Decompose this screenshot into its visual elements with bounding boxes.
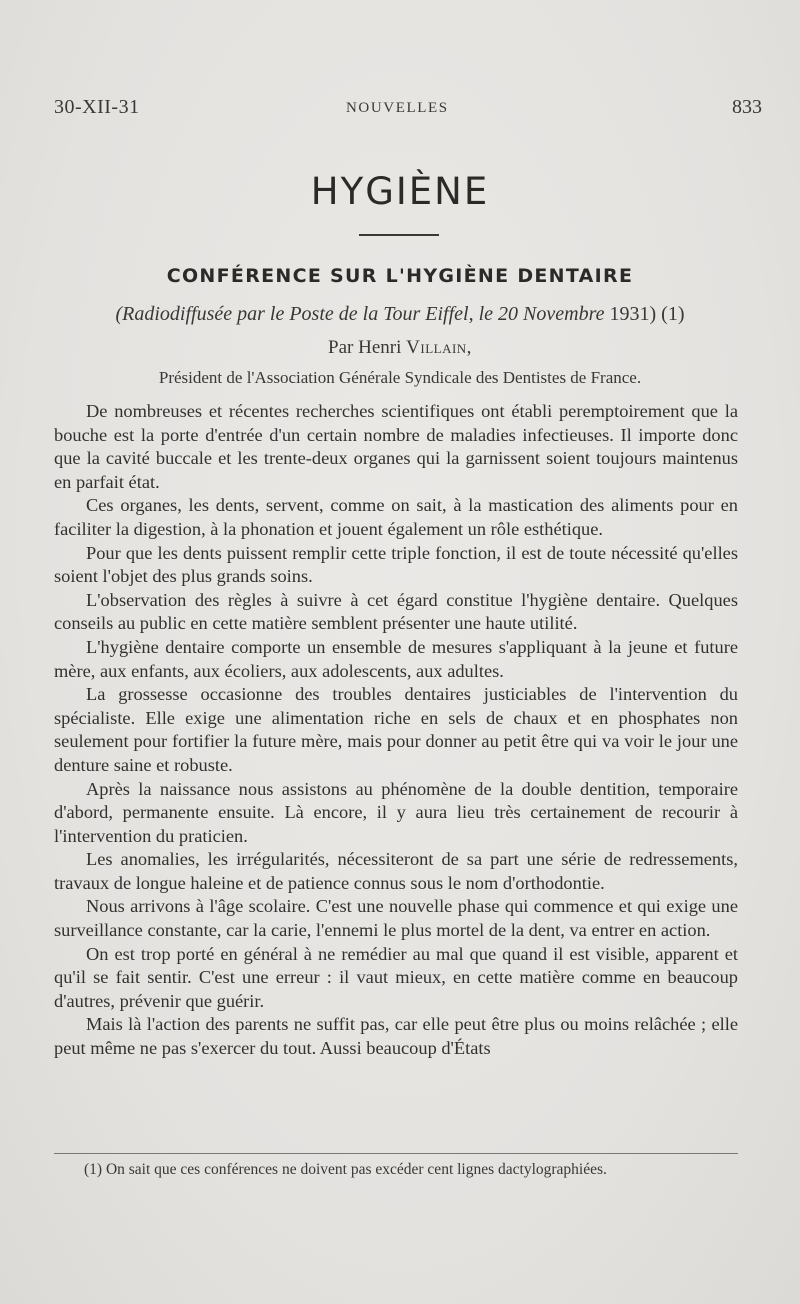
- paragraph: Mais là l'action des parents ne suffit pas, car elle peut être plus ou moins relâchée ; elle peut même ne pas s'exercer du tout. Aussi beaucoup d'États: [54, 1014, 738, 1059]
- paragraph: Les anomalies, les irrégularités, nécessiteront de sa part une série de redressements, travaux de longue haleine et de patience connus sous le nom d'orthodontie.: [54, 849, 738, 893]
- footnote-divider: [54, 1153, 738, 1154]
- paragraph: Après la naissance nous assistons au phénomène de la double dentition, temporaire d'abord, permanente ensuite. Là encore, il y aura lieu très certainement de recourir à l'intervention du praticien.: [54, 778, 738, 846]
- paragraph: Nous arrivons à l'âge scolaire. C'est une nouvelle phase qui commence et qui exige une surveillance constante, car la carie, l'ennemi le plus mortel de la dent, va entrer en action.: [54, 896, 738, 941]
- author-role: Président de l'Association Générale Syndicale des Dentistes de France.: [158, 368, 642, 387]
- article-subtitle: [0, 303, 800, 326]
- paragraph: La grossesse occasionne des troubles dentaires justiciables de l'intervention du spécialiste. Elle exige une alimentation riche en sels de chaux et en phosphates non seulement pour fortifier la future mère, mais pour donner au petit être qui va voir le jour une denture saine et robuste.: [54, 684, 738, 775]
- issue-date: 30-XII-31: [54, 96, 140, 118]
- paragraph: De nombreuses et récentes recherches scientifiques ont établi peremptoirement que la bouche est la porte d'entrée d'un certain nombre de maladies infectieuses. Il importe donc que la cavité buccale et les trente-deux organes qui la garnissent soient toujours maintenus en parfait état.: [54, 401, 738, 492]
- paragraph: L'hygiène dentaire comporte un ensemble de mesures s'appliquant à la jeune et future mère, aux enfants, aux écoliers, aux adolescents, aux adultes.: [54, 636, 738, 681]
- author-name: Villain,: [406, 337, 472, 358]
- paragraph: Ces organes, les dents, servent, comme on sait, à la mastication des aliments pour en faciliter la digestion, à la phonation et jouent également un rôle esthétique.: [54, 495, 738, 539]
- paragraph: On est trop porté en général à ne remédier au mal que quand il est visible, apparent et qu'il se fait sentir. C'est une erreur : il vaut mieux, en cette matière comme en beaucoup d'autres, prévenir que guérir.: [54, 943, 738, 1011]
- title-divider: [359, 234, 439, 236]
- subtitle-broadcast-info: (Radiodiffusée par le Poste de la Tour Eiffel, le 20 Novembre: [115, 303, 605, 325]
- footnote: (1) On sait que ces conférences ne doivent pas excéder cent lignes dactylographiées.: [84, 1161, 607, 1178]
- author-prefix: Par Henri: [328, 337, 402, 358]
- paragraph: L'observation des règles à suivre à cet égard constitue l'hygiène dentaire. Quelques conseils au public en cette matière semblent présenter une haute utilité.: [54, 589, 738, 634]
- footnote-reference: (1): [661, 303, 685, 325]
- running-header: [54, 96, 762, 122]
- article-body: [54, 400, 738, 1061]
- paragraph: Pour que les dents puissent remplir cette triple fonction, il est de toute nécessité qu'elles soient l'objet des plus grands soins.: [54, 542, 738, 587]
- subtitle-year: 1931): [609, 303, 657, 325]
- section-name: NOUVELLES: [346, 100, 449, 116]
- author-line: [0, 337, 800, 359]
- article-title: CONFÉRENCE SUR L'HYGIÈNE DENTAIRE: [166, 265, 634, 287]
- section-title: HYGIÈNE: [310, 170, 490, 213]
- page-number: 833: [732, 96, 762, 118]
